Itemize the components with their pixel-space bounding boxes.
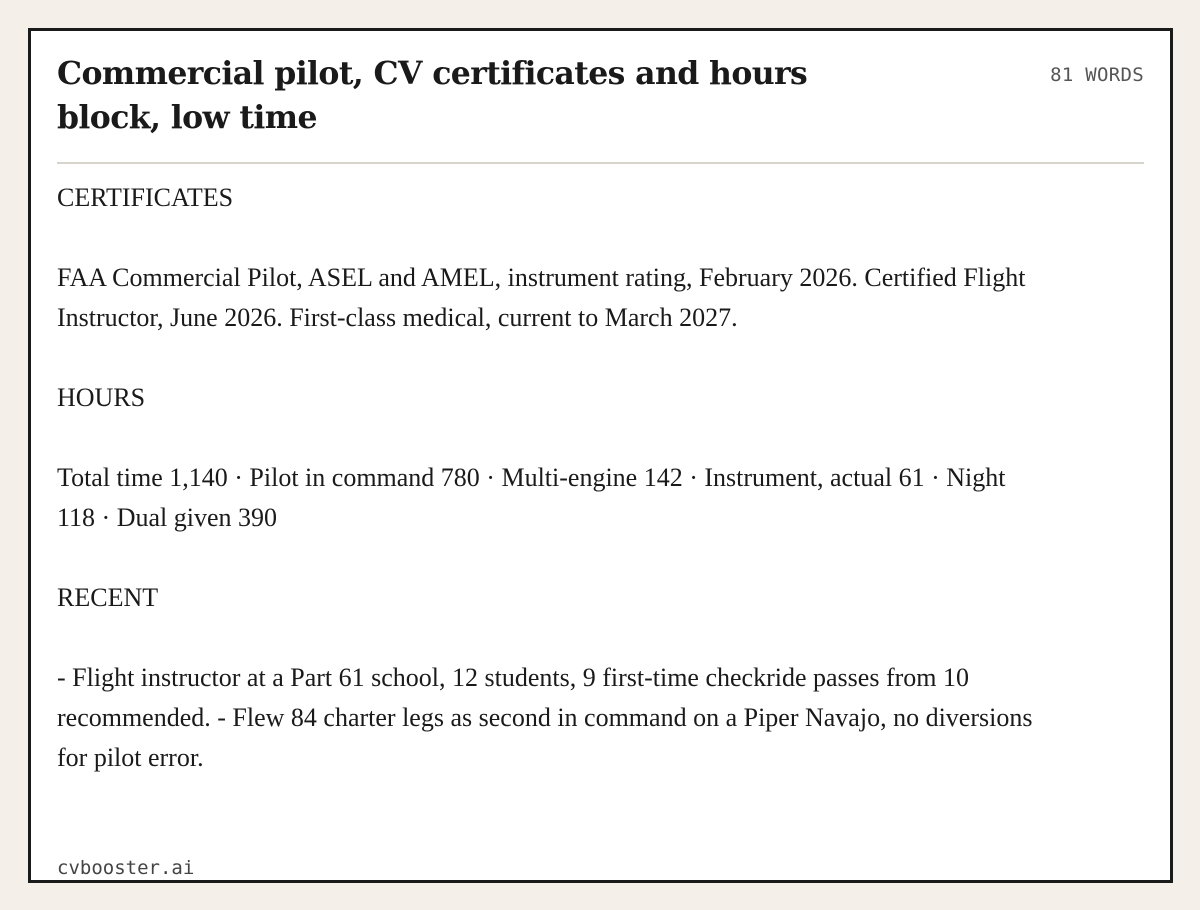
hours-paragraph: Total time 1,140 · Pilot in command 780 · Multi-engine 142 · Instrument, actual 61 · Night 118 · Dual given 390 xyxy=(57,463,1006,532)
card-body[interactable] xyxy=(57,178,1037,778)
section-heading-hours: HOURS xyxy=(57,383,146,412)
section-heading-recent: RECENT xyxy=(57,583,159,612)
footer-brand-link[interactable]: cvbooster.ai xyxy=(57,857,195,879)
section-heading-certificates: CERTIFICATES xyxy=(57,183,234,212)
certificates-paragraph: FAA Commercial Pilot, ASEL and AMEL, instrument rating, February 2026. Certified Flight Instructor, June 2026. First-class medical, current to March 2027. xyxy=(57,263,1026,332)
recent-paragraph: - Flight instructor at a Part 61 school, 12 students, 9 first-time checkride passes from 10 recommended. - Flew 84 charter legs as second in command on a Piper Navajo, no diversions for pilot error. xyxy=(57,663,1033,772)
card-title: Commercial pilot, CV certificates and hours block, low time xyxy=(57,55,808,136)
cv-snippet-card xyxy=(28,28,1173,883)
word-count-label: 81 WORDS xyxy=(1050,64,1144,86)
card-header xyxy=(57,31,1144,164)
